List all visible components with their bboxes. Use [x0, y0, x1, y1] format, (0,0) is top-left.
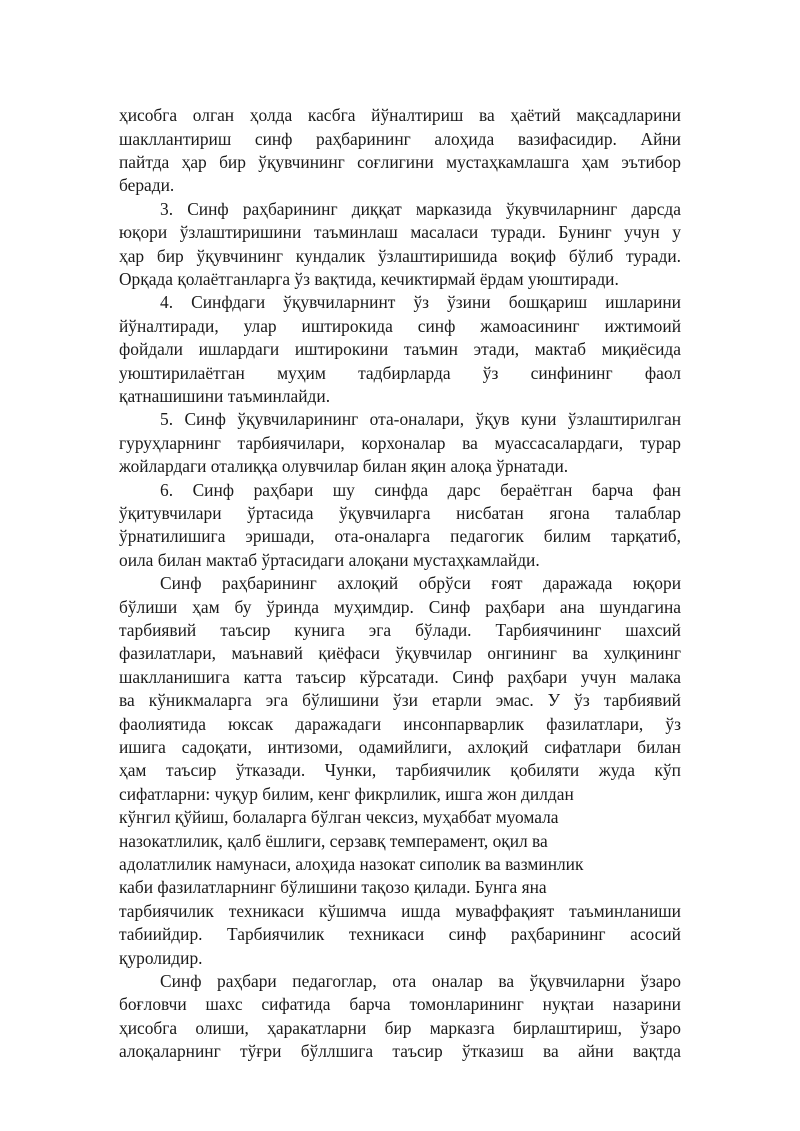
- text-line: жойлардаги оталиққа олувчилар билан яқин алоқа ўрнатади.: [119, 456, 569, 476]
- text-line: боғловчи шахс сифатида барча томонларининг нуқтаи назарини: [119, 994, 681, 1014]
- text-line: тарбиявий таъсир кунига эга бўлади. Тарбиячининг шахсий: [119, 620, 681, 640]
- paragraph-first-line: 5. Синф ўқувчиларининг ота-оналари, ўқув куни ўзлаштирилган: [160, 409, 681, 429]
- text-line: ҳисобга олиши, ҳаракатларни бир марказга бирлаштириш, ўзаро: [119, 1018, 681, 1038]
- text-line: кўнгил қўйиш, болаларга бўлган чексиз, муҳаббат муомала: [119, 807, 559, 827]
- text-line: ҳисобга олган ҳолда касбга йўналтириш ва ҳаётий мақсадларини: [119, 105, 681, 125]
- text-line: оила билан мактаб ўртасидаги алоқани мустаҳкамлайди.: [119, 550, 540, 570]
- text-line: фазилатлари, маънавий қиёфаси ўқувчилар онгининг ва хулқининг: [119, 643, 681, 663]
- text-line: фойдали ишлардаги иштирокини таъмин этади, мактаб миқиёсида: [119, 339, 681, 359]
- text-line: сифатларни: чуқур билим, кенг фикрлилик, ишга жон дилдан: [119, 784, 574, 804]
- text-line: табиийдир. Тарбиячилик техникаси синф раҳбарининг асосий: [119, 924, 681, 944]
- text-line: тарбиячилик техникаси кўшимча ишда муваффақият таъминланиши: [119, 901, 681, 921]
- text-line: адолатлилик намунаси, алоҳида назокат сиполик ва вазминлик: [119, 854, 584, 874]
- text-line: ва кўникмаларга эга бўлишини ўзи етарли эмас. У ўз тарбиявий: [119, 690, 681, 710]
- text-line: ишига садоқати, интизоми, одамийлиги, ахлоқий сифатлари билан: [119, 737, 681, 757]
- text-line: каби фазилатларнинг бўлишини тақозо қилади. Бунга яна: [119, 877, 547, 897]
- paragraph-first-line: 4. Синфдаги ўқувчиларнинт ўз ўзини бошқариш ишларини: [160, 292, 681, 312]
- text-line: пайтда ҳар бир ўқувчининг соғлигини мустаҳкамлашга ҳам эътибор: [119, 152, 681, 172]
- text-line: бўлиши ҳам бу ўринда муҳимдир. Синф раҳбари ана шундагина: [119, 597, 681, 617]
- text-line: Орқада қолаётганларга ўз вақтида, кечиктирмай ёрдам уюштиради.: [119, 269, 619, 289]
- text-line: ўқитувчилари ўртасида ўқувчиларга нисбатан ягона талаблар: [119, 503, 681, 523]
- text-line: фаолиятида юксак даражадаги инсонпарварлик фазилатлари, ўз: [119, 714, 681, 734]
- text-line: қуролидир.: [119, 948, 203, 968]
- text-line: гуруҳларнинг тарбиячилари, корхоналар ва муассасалардаги, турар: [119, 433, 681, 453]
- text-line: алоқаларнинг тўғри бўллшига таъсир ўтказиш ва айни вақтда: [119, 1041, 681, 1061]
- text-line: ҳам таъсир ўтказади. Чунки, тарбиячилик қобиляти жуда кўп: [119, 760, 681, 780]
- text-line: ҳар бир ўқувчининг кундалик ўзлаштиришида воқиф бўлиб туради.: [119, 246, 681, 266]
- text-line: шаклланишига катта таъсир кўрсатади. Синф раҳбари учун малака: [119, 667, 681, 687]
- text-line: шакллантириш синф раҳбарининг алоҳида вазифасидир. Айни: [119, 129, 681, 149]
- text-line: йўналтиради, улар иштирокида синф жамоасининг ижтимоий: [119, 316, 681, 336]
- text-line: қатнашишини таъминлайди.: [119, 386, 331, 406]
- text-line: беради.: [119, 175, 175, 195]
- paragraph-first-line: 3. Синф раҳбарининг диққат марказида ўкувчиларнинг дарсда: [160, 199, 681, 219]
- text-line: уюштирилаётган муҳим тадбирларда ўз синфининг фаол: [119, 363, 681, 383]
- paragraph-first-line: Синф раҳбарининг ахлоқий обрўси ғоят даражада юқори: [160, 573, 681, 593]
- paragraph-first-line: Синф раҳбари педагоглар, ота оналар ва ўқувчиларни ўзаро: [160, 971, 681, 991]
- text-line: юқори ўзлаштиришини таъминлаш масаласи туради. Бунинг учун у: [119, 222, 681, 242]
- text-line: ўрнатилишига эришади, ота-оналарга педагогик билим тарқатиб,: [119, 526, 681, 546]
- paragraph-first-line: 6. Синф раҳбари шу синфда дарс бераётган барча фан: [160, 480, 681, 500]
- text-line: назокатлилик, қалб ёшлиги, серзавқ темперамент, оқил ва: [119, 831, 548, 851]
